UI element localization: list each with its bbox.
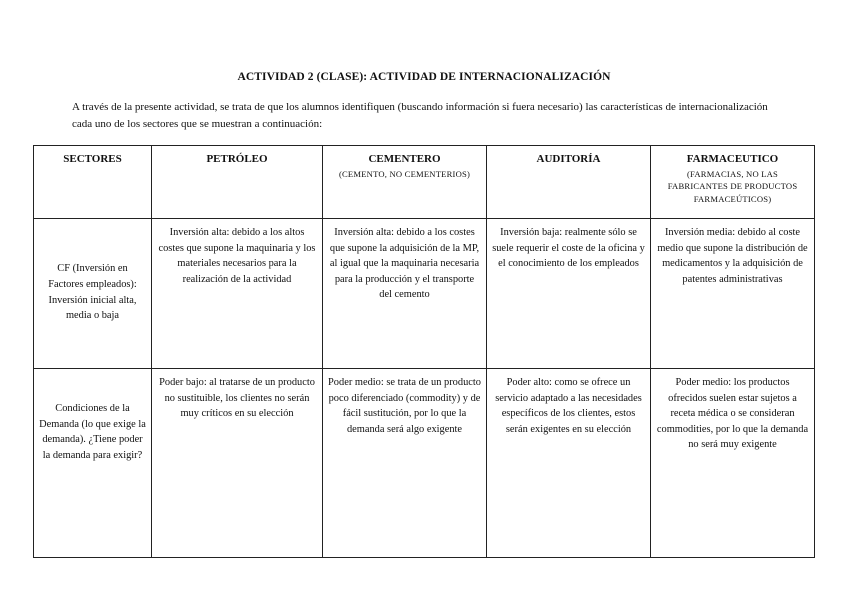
header-label: CEMENTERO bbox=[368, 153, 441, 165]
table-row bbox=[34, 369, 815, 558]
cell-petroleo: Poder bajo: al tratarse de un producto no sustituible, los clientes no serán muy críticos en su elección bbox=[152, 369, 323, 558]
header-farmaceutico bbox=[651, 146, 815, 219]
header-cementero bbox=[323, 146, 487, 219]
cell-farmaceutico: Poder medio: los productos ofrecidos suelen estar sujetos a receta médica o se consideran commodities, por lo que la demanda no será muy exigente bbox=[651, 369, 815, 558]
cell-farmaceutico: Inversión media: debido al coste medio que supone la distribución de medicamentos y la adquisición de patentes administrativas bbox=[651, 219, 815, 369]
intro-paragraph: A través de la presente actividad, se trata de que los alumnos identifiquen (buscando información si fuera necesario) las características de internacionalización cada uno de los sectores que se muestran a continuación: bbox=[72, 101, 768, 130]
table-header-row bbox=[34, 146, 815, 219]
row-head-demanda: Condiciones de la Demanda (lo que exige la demanda). ¿Tiene poder la demanda para exigir? bbox=[34, 369, 152, 558]
header-label: FARMACEUTICO bbox=[686, 153, 779, 165]
header-sublabel: (FARMACIAS, NO LAS FABRICANTES DE PRODUCTOS FARMACEÚTICOS) bbox=[667, 168, 798, 204]
cell-auditoria: Poder alto: como se ofrece un servicio adaptado a las necesidades específicos de los clientes, estos serán exigentes en su elección bbox=[487, 369, 651, 558]
sectors-table bbox=[33, 145, 815, 558]
page-title: ACTIVIDAD 2 (CLASE): ACTIVIDAD DE INTERNACIONALIZACIÓN bbox=[237, 71, 611, 83]
header-label: SECTORES bbox=[63, 153, 122, 165]
header-auditoria bbox=[487, 146, 651, 219]
table-row bbox=[34, 219, 815, 369]
cell-auditoria: Inversión baja: realmente sólo se suele requerir el coste de la oficina y el conocimiento de los empleados bbox=[487, 219, 651, 369]
header-petroleo bbox=[152, 146, 323, 219]
cell-cementero: Poder medio: se trata de un producto poco diferenciado (commodity) y de fácil sustitución, por lo que la demanda será algo exigente bbox=[323, 369, 487, 558]
header-label: AUDITORÍA bbox=[536, 153, 601, 165]
row-head-cf: CF (Inversión en Factores empleados): Inversión inicial alta, media o baja bbox=[34, 219, 152, 369]
header-label: PETRÓLEO bbox=[206, 153, 268, 165]
cell-cementero: Inversión alta: debido a los costes que supone la adquisición de la MP, al igual que la maquinaria necesaria para la producción y el transporte del cemento bbox=[323, 219, 487, 369]
header-sublabel: (CEMENTO, NO CEMENTERIOS) bbox=[338, 168, 471, 179]
header-sectores bbox=[34, 146, 152, 219]
cell-petroleo: Inversión alta: debido a los altos costes que supone la maquinaria y los materiales necesarios para la realización de la actividad bbox=[152, 219, 323, 369]
